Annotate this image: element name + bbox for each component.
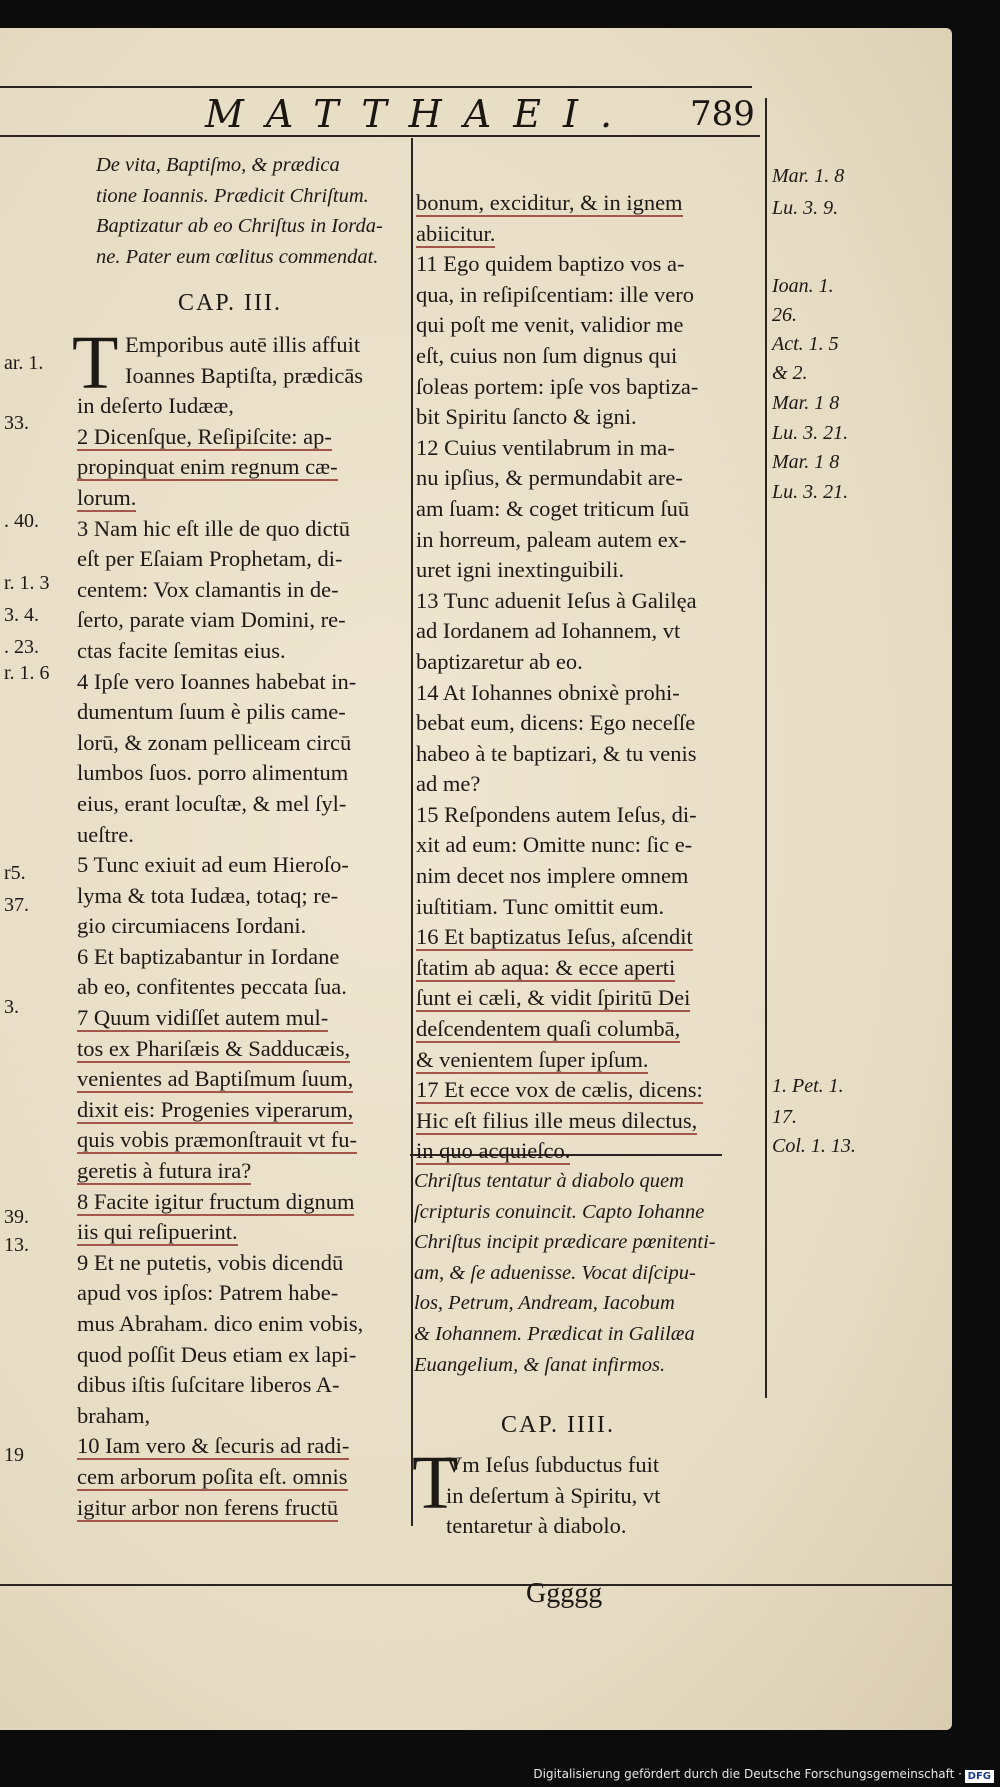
margin-reference: & 2. xyxy=(772,362,808,384)
text-line: venientes ad Baptiſmum ſuum, xyxy=(77,1066,354,1092)
text-line: ſunt ei cæli, & vidit ſpiritū Dei xyxy=(416,985,691,1011)
text-line: tos ex Phariſæis & Sadducæis, xyxy=(77,1035,351,1061)
chapter-4-title: CAP. IIII. xyxy=(501,1412,615,1438)
text-line: habeo à te baptizari, & tu venis xyxy=(416,740,697,766)
text-line: ſtatim ab aqua: & ecce aperti xyxy=(416,954,676,980)
text-line: braham, xyxy=(77,1402,151,1428)
book-page xyxy=(0,28,952,1730)
margin-reference: 3. xyxy=(4,996,19,1018)
text-line: xit ad eum: Omitte nunc: ſic e- xyxy=(416,832,693,858)
text-line: iuſtitiam. Tunc omittit eum. xyxy=(416,893,665,919)
text-line: propinquat enim regnum cæ- xyxy=(77,454,338,480)
summary-line: Chriſtus tentatur à diabolo quem xyxy=(414,1170,684,1192)
text-line: quod poſſit Deus etiam ex lapi- xyxy=(77,1341,357,1367)
drop-cap-t: T xyxy=(72,321,119,405)
text-line: deſcendentem quaſi columbā, xyxy=(416,1016,681,1042)
text-line: eſt per Eſaiam Prophetam, di- xyxy=(77,546,343,572)
text-line: uret igni inextinguibili. xyxy=(416,557,625,583)
chapter-3-title: CAP. III. xyxy=(178,290,283,316)
top-rule xyxy=(0,86,752,88)
text-line: Ioannes Baptiſta, prædicās xyxy=(125,362,364,388)
chapter-4-opening xyxy=(446,1450,758,1542)
margin-reference: Act. 1. 5 xyxy=(772,333,839,355)
margin-reference: 19 xyxy=(4,1444,24,1466)
margin-reference: 13. xyxy=(4,1234,29,1256)
text-line: dixit eis: Progenies viperarum, xyxy=(77,1096,354,1122)
summary-line: & Iohannem. Prædicat in Galilæa xyxy=(414,1322,695,1345)
text-line: 7 Quum vidiſſet autem mul- xyxy=(77,1005,329,1031)
text-line: nu ipſius, & permundabit are- xyxy=(416,465,683,491)
margin-reference: 33. xyxy=(4,412,29,434)
margin-reference: ar. 1. xyxy=(4,352,44,374)
text-line: dibus iſtis ſuſcitare liberos A- xyxy=(77,1372,340,1398)
text-line: ſoleas portem: ipſe vos baptiza- xyxy=(416,373,699,399)
page-number: 789 xyxy=(690,94,755,134)
text-line: eſt, cuius non ſum dignus qui xyxy=(416,342,678,368)
text-line: bit Spiritu ſancto & igni. xyxy=(416,404,637,430)
margin-reference: Lu. 3. 21. xyxy=(772,481,849,503)
text-line: ueſtre. xyxy=(77,821,134,847)
margin-reference: Mar. 1 8 xyxy=(772,392,840,414)
text-line: mus Abraham. dico enim vobis, xyxy=(77,1311,364,1336)
digitization-credit: Digitalisierung gefördert durch die Deutsche Forschungsgemeinschaft · xyxy=(533,1767,962,1781)
summary-line: Chriſtus incipit prædicare pœnitenti- xyxy=(414,1231,716,1254)
summary-line: Euangelium, & ſanat infirmos. xyxy=(414,1353,666,1376)
text-line: tentaretur à diabolo. xyxy=(446,1513,627,1539)
text-line: ctas facite ſemitas eius. xyxy=(77,637,286,663)
text-line: igitur arbor non ferens fructū xyxy=(77,1494,339,1520)
summary-line: Baptizatur ab eo Chriſtus in Iorda- xyxy=(96,215,383,238)
text-line: geretis à futura ira? xyxy=(77,1158,252,1184)
summary-line: los, Petrum, Andream, Iacobum xyxy=(414,1292,675,1315)
margin-reference: 37. xyxy=(4,894,29,916)
text-line: 8 Facite igitur fructum dignum xyxy=(77,1188,355,1214)
text-line: ad Iordanem ad Iohannem, vt xyxy=(416,618,681,644)
text-line: centem: Vox clamantis in de- xyxy=(77,576,339,602)
margin-reference: 3. 4. xyxy=(4,604,39,626)
text-line: in horreum, paleam autem ex- xyxy=(416,526,687,552)
text-line: in deſerto Iudææ, xyxy=(77,393,234,419)
margin-reference: Lu. 3. 21. xyxy=(772,422,849,444)
text-line: am ſuam: & coget triticum ſuū xyxy=(416,495,690,521)
text-line: eius, erant locuſtæ, & mel ſyl- xyxy=(77,790,347,816)
summary-line: am, & ſe aduenisse. Vocat diſcipu- xyxy=(414,1261,696,1284)
margin-reference: . 23. xyxy=(4,636,39,658)
text-line: lyma & tota Iudæa, totaq; re- xyxy=(77,882,339,908)
margin-reference: 1. Pet. 1. xyxy=(772,1075,844,1097)
margin-reference: 17. xyxy=(772,1106,797,1128)
text-line: gio circumiacens Iordani. xyxy=(77,913,307,939)
text-line: nim decet nos implere omnem xyxy=(416,863,689,889)
text-line: abiicitur. xyxy=(416,220,496,246)
margin-reference: Col. 1. 13. xyxy=(772,1135,856,1157)
text-line: quis vobis præmonſtrauit vt fu- xyxy=(77,1127,357,1153)
text-line: & venientem ſuper ipſum. xyxy=(416,1046,649,1072)
text-line: Vm Ieſus ſubductus fuit xyxy=(446,1452,660,1477)
signature-mark: Ggggg xyxy=(526,1578,603,1609)
text-line: lorū, & zonam pelliceam circū xyxy=(77,729,352,755)
text-line: Hic eſt filius ille meus dilectus, xyxy=(416,1107,698,1133)
summary-line: ne. Pater eum cœlitus commendat. xyxy=(96,245,379,268)
column-divider xyxy=(411,138,413,1526)
text-line: Emporibus autē illis affuit xyxy=(125,332,361,357)
text-line: qua, in reſipiſcentiam: ille vero xyxy=(416,281,695,307)
text-line: iis qui reſipuerint. xyxy=(77,1219,238,1245)
summary-line: De vita, Baptiſmo, & prædica xyxy=(96,154,340,176)
text-line: 12 Cuius ventilabrum in ma- xyxy=(416,434,675,460)
text-line: 13 Tunc aduenit Ieſus à Galilęa xyxy=(416,587,697,613)
text-line: baptizaretur ab eo. xyxy=(416,648,583,674)
text-line: bonum, exciditur, & in ignem xyxy=(416,190,683,215)
text-line: dumentum ſuum è pilis came- xyxy=(77,699,346,725)
text-line: 4 Ipſe vero Ioannes habebat in- xyxy=(77,668,357,694)
text-line: bebat eum, dicens: Ego neceſſe xyxy=(416,710,696,736)
text-line: 10 Iam vero & ſecuris ad radi- xyxy=(77,1433,350,1459)
margin-reference: 26. xyxy=(772,304,797,326)
summary-line: tione Ioannis. Prædicit Chriſtum. xyxy=(96,184,369,207)
chapter-3-summary xyxy=(96,150,408,272)
margin-reference: 39. xyxy=(4,1206,29,1228)
text-line: 9 Et ne putetis, vobis dicendū xyxy=(77,1249,344,1275)
text-line: 15 Reſpondens autem Ieſus, di- xyxy=(416,801,697,827)
text-line: 14 At Iohannes obnixè prohi- xyxy=(416,679,680,705)
text-line: 11 Ego quidem baptizo vos a- xyxy=(416,251,685,277)
margin-reference: . 40. xyxy=(4,510,39,532)
margin-reference: Lu. 3. 9. xyxy=(772,197,839,219)
drop-cap-t-ch4: T xyxy=(412,1441,459,1525)
text-line: in quo acquieſco. xyxy=(416,1138,571,1164)
text-line: 6 Et baptizabantur in Iordane xyxy=(77,943,340,969)
text-line: ab eo, confitentes peccata ſua. xyxy=(77,974,347,1000)
text-line: 2 Dicenſque, Reſipiſcite: ap- xyxy=(77,423,332,449)
text-line: 17 Et ecce vox de cælis, dicens: xyxy=(416,1077,703,1103)
margin-divider xyxy=(765,98,767,1398)
chapter-4-summary xyxy=(414,1166,764,1380)
margin-reference: Mar. 1. 8 xyxy=(772,165,845,187)
text-line: 16 Et baptizatus Ieſus, aſcendit xyxy=(416,924,693,950)
dfg-logo: DFG xyxy=(965,1770,994,1783)
left-column-text xyxy=(77,330,409,1523)
text-line: 3 Nam hic eſt ille de quo dictū xyxy=(77,515,351,541)
margin-reference: Ioan. 1. xyxy=(772,275,834,297)
bottom-rule xyxy=(0,1584,952,1586)
text-line: qui poſt me venit, validior me xyxy=(416,312,684,338)
text-line: ſerto, parate viam Domini, re- xyxy=(77,607,346,633)
text-line: in deſertum à Spiritu, vt xyxy=(446,1482,661,1508)
margin-reference: Mar. 1 8 xyxy=(772,451,840,473)
text-line: lumbos ſuos. porro alimentum xyxy=(77,760,349,786)
text-line: ad me? xyxy=(416,771,481,797)
margin-reference: r. 1. 6 xyxy=(4,662,50,684)
text-line: lorum. xyxy=(77,484,137,510)
margin-reference: r. 1. 3 xyxy=(4,572,50,594)
text-line: 5 Tunc exiuit ad eum Hieroſo- xyxy=(77,852,349,878)
summary-line: ſcripturis conuincit. Capto Iohanne xyxy=(414,1200,705,1223)
right-column-text xyxy=(416,188,758,1167)
margin-reference: r5. xyxy=(4,862,26,884)
running-head: MATTHAEI. xyxy=(205,92,635,136)
text-line: apud vos ipſos: Patrem habe- xyxy=(77,1280,339,1306)
text-line: cem arborum poſita eſt. omnis xyxy=(77,1463,348,1489)
